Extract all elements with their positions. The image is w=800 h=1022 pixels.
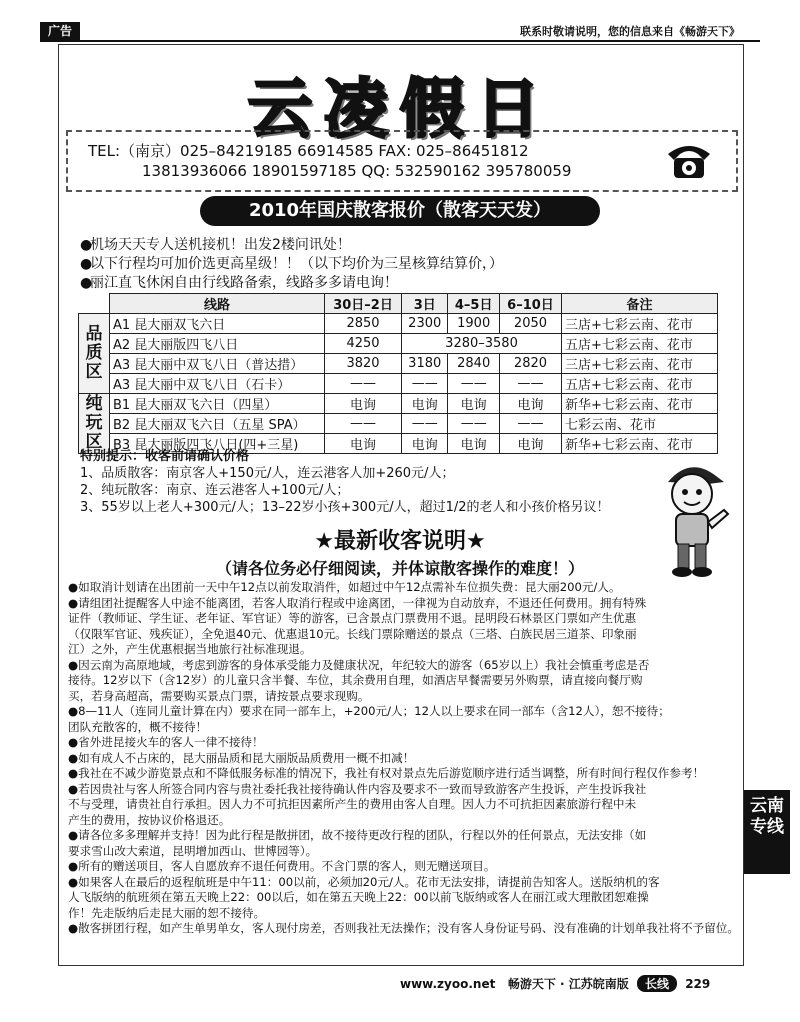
- note-line: ●如有成人不占床的，昆大丽品质和昆大丽版品质费用一概不扣减！: [68, 750, 415, 765]
- zone-quality: 品质区: [79, 314, 110, 394]
- ad-tag: 广告: [40, 22, 80, 40]
- top-bar: [40, 22, 760, 42]
- note-line: ●8—11人（连同儿童计算在内）要求在同一部车上，+200元/人；12人以上要求在同一部车（含12人），恕不接待；: [68, 704, 670, 718]
- table-header-row: [79, 294, 718, 314]
- footer-publication: 畅游天下 · 江苏皖南版: [507, 977, 629, 991]
- highlight-item: ●机场天天专人送机接机！出发2楼问讯处！: [80, 237, 351, 253]
- highlight-item: ●丽江直飞休闲自由行线路备索，线路多多请电询！: [80, 275, 398, 291]
- note-line: 接待。12岁以下（含12岁）的儿童只含半餐、车位，其余费用自理，如酒店早餐需要另外购票，请直接向餐厅购: [68, 673, 643, 687]
- note-line: 人飞版纳的航班须在第五天晚上22：00以后，如在第五天晚上22：00以前飞版纳或客人在丽江或大理散团恕难操: [68, 890, 649, 904]
- note-line: ●省外进昆接火车的客人一律不接待！: [68, 735, 264, 749]
- price-table: [78, 293, 718, 454]
- contact-box: [66, 130, 738, 192]
- note-line: ●因云南为高原地域，考虑到游客的身体承受能力及健康状况，年纪较大的游客（65岁以上）我社会慎重考虑是否: [68, 657, 650, 672]
- note-line: ●如取消计划请在出团前一天中午12点以前发取消件，如超过中午12点需补车位损失费：昆大丽200元/人。: [68, 580, 621, 594]
- table-row: A3 昆大丽中双飞八日（普达措） 3820 3180 2840 2820 三店+七彩云南、花市: [79, 354, 718, 374]
- contact-line-1: TEL:（南京）025–84219185 66914585 FAX: 025–86451812: [88, 142, 529, 160]
- telephone-icon: [664, 138, 714, 182]
- footer-url: www.zyoo.net: [400, 977, 496, 991]
- note-line: 作！先走版纳后走昆大丽的恕不接待。: [68, 905, 266, 920]
- header-date-3: 4–5日: [448, 294, 500, 314]
- tip-item: 2、纯玩散客：南京、连云港客人+100元/人；: [80, 483, 350, 498]
- note-line: 产生的费用，按协议价格退还。: [68, 812, 231, 827]
- note-line: 证件（教师证、学生证、老年证、军官证）等的游客，已含景点门票费用不退。昆明段石林景区门票如产生优惠: [68, 611, 637, 625]
- highlight-list: [80, 236, 503, 293]
- table-row: B3 昆大丽版四飞八日(四+三星) 电询 电询 电询 电询 新华+七彩云南、花市: [79, 434, 718, 454]
- notes-title: ★最新收客说明★: [314, 529, 486, 554]
- header-route: 线路: [110, 294, 325, 314]
- footer-section: 长线: [637, 975, 677, 992]
- note-line: ●我社在不减少游览景点和不降低服务标准的情况下，我社有权对景点先后游览顺序进行适当调整，所有时间行程仅作参考！: [68, 766, 705, 780]
- note-line: ●散客拼团行程，如产生单男单女，客人现付房差，否则我社无法操作；没有客人身份证号码、没有准确的计划单我社将不予留位。: [68, 921, 739, 935]
- notes-list: [68, 580, 740, 937]
- note-line: 要求雪山改大索道，昆明增加西山、世博园等）。: [68, 843, 318, 858]
- section-side-tab: 云南专线: [744, 790, 790, 874]
- note-line: ●请各位多多理解并支持！因为此行程是散拼团，故不接待更改行程的团队，行程以外的任何景点，无法安排（如: [68, 828, 647, 842]
- table-row: A3 昆大丽中双飞八日（石卡） —— —— —— —— 五店+七彩云南、花市: [79, 374, 718, 394]
- notes-subtitle: （请各位务必仔细阅读，并体谅散客操作的难度！）: [215, 559, 584, 578]
- tip-item: 3、55岁以上老人+300元/人；13–22岁小孩+300元/人，超过1/2的老人和小孩价格另议！: [80, 500, 610, 515]
- price-subtitle: 2010年国庆散客报价（散客天天发）: [200, 196, 600, 226]
- contact-note: 联系时敬请说明，您的信息来自《畅游天下》: [520, 25, 740, 38]
- header-remark: 备注: [561, 294, 717, 314]
- table-row: B2 昆大丽双飞六日（五星 SPA） —— —— —— —— 七彩云南、花市: [79, 414, 718, 434]
- zone-pure-play: 纯玩区: [79, 394, 110, 454]
- note-line: 不与受理，请贵社自行承担。因人力不可抗拒因素所产生的费用由客人自理。因人力不可抗拒因素旅游行程中未: [68, 797, 637, 811]
- highlight-item: ●以下行程均可加价选更高星级！！（以下均价为三星核算结算价，）: [80, 256, 503, 272]
- table-row: 纯玩区 B1 昆大丽双飞六日（四星） 电询 电询 电询 电询 新华+七彩云南、花市: [79, 394, 718, 414]
- header-date-4: 6–10日: [499, 294, 561, 314]
- page-footer: [400, 975, 710, 992]
- note-line: ●如果客人在最后的返程航班是中午11：00以前，必须加20元/人。花市无法安排，请提前告知客人。送版纳机的客: [68, 874, 660, 889]
- tips-heading: 特别提示：收客前请确认价格: [80, 449, 250, 464]
- page-number: 229: [685, 977, 711, 991]
- company-title: 云凌假日: [248, 73, 552, 147]
- table-row: A2 昆大丽版四飞八日 4250 3280–3580 五店+七彩云南、花市: [79, 334, 718, 354]
- price-tips: [80, 448, 610, 516]
- note-line: （仅限军官证、残疾证），全免退40元、优惠退10元。长线门票除赠送的景点（三塔、白族民居三道茶、印象丽: [68, 626, 637, 641]
- header-date-2: 3日: [402, 294, 448, 314]
- contact-line-2: 13813936066 18901597185 QQ: 532590162 395780059: [142, 162, 572, 180]
- note-line: ●所有的赠送项目，客人自愿放弃不退任何费用。不含门票的客人，则无赠送项目。: [68, 859, 496, 873]
- note-line: 团队充散客的，概不接待！: [68, 719, 208, 734]
- note-line: 买，若身高超高，需要购买景点门票，请按景点要求现购。: [68, 688, 370, 703]
- note-line: ●若因贵社与客人所签合同内容与贵社委托我社接待确认件内容及要求不一致而导致游客产生投诉，产生投诉我社: [68, 781, 647, 796]
- table-row: 品质区 A1 昆大丽双飞六日 2850 2300 1900 2050 三店+七彩云南、花市: [79, 314, 718, 334]
- tip-item: 1、品质散客：南京客人+150元/人，连云港客人加+260元/人；: [80, 466, 455, 481]
- note-line: 江）之外，产生优惠根据当地旅行社标准现退。: [68, 642, 312, 656]
- note-line: ●请组团社提醒客人中途不能离团，若客人取消行程或中途离团，一律视为自动放弃，不退还任何费用。拥有特殊: [68, 595, 647, 610]
- header-date-1: 30日–2日: [325, 294, 402, 314]
